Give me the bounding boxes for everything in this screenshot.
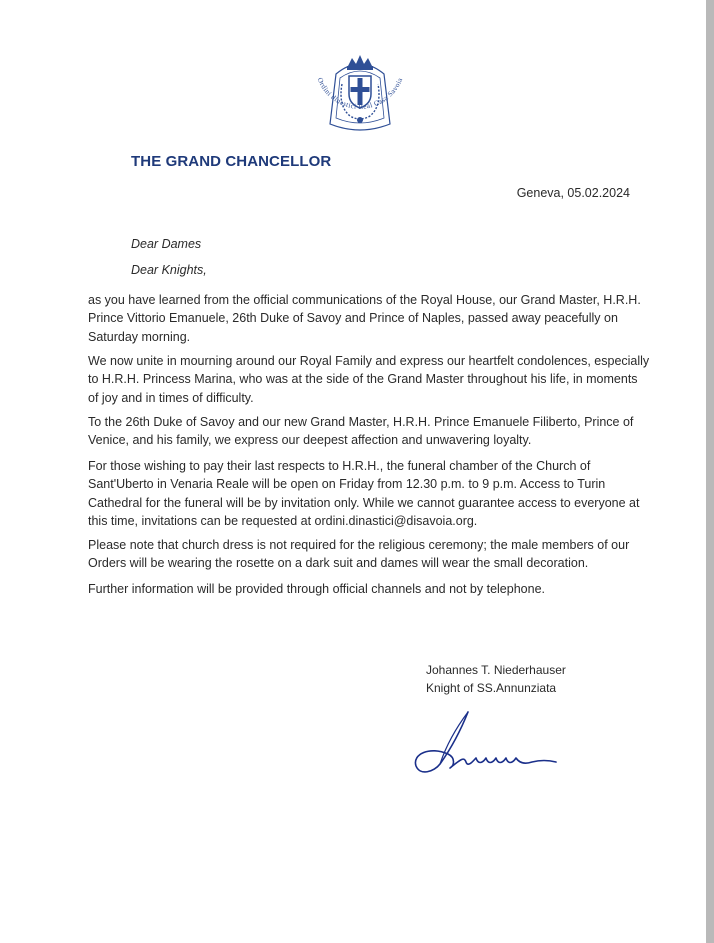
body-paragraph bbox=[88, 352, 650, 407]
paragraph-line: as you have learned from the official communications of the Royal House, our Grand Master, H.R.H. bbox=[88, 293, 641, 307]
letter-heading: THE GRAND CHANCELLOR bbox=[131, 153, 332, 170]
body-paragraph bbox=[88, 291, 644, 346]
paragraph-line: For those wishing to pay their last respects to H.R.H., the funeral chamber of the Church of bbox=[88, 459, 591, 473]
salutation-dames: Dear Dames bbox=[131, 237, 202, 251]
paragraph-line: of joy and in times of difficulty. bbox=[88, 390, 254, 405]
body-paragraph bbox=[88, 580, 644, 598]
paragraph-line: Cathedral for the funeral will be by invitation only. While we cannot guarantee access to everyone at bbox=[88, 495, 640, 510]
signer-name: Johannes T. Niederhauser bbox=[426, 663, 566, 677]
signer-block bbox=[426, 661, 566, 697]
handwritten-signature bbox=[410, 706, 570, 786]
paragraph-line: To the 26th Duke of Savoy and our new Grand Master, H.R.H. Prince Emanuele Filiberto, Prince of bbox=[88, 415, 634, 429]
savoy-crest-icon bbox=[306, 44, 414, 152]
paragraph-line: this time, invitations can be requested at ordini.dinastici@disavoia.org. bbox=[88, 514, 478, 529]
paragraph-line: Orders will be wearing the rosette on a dark suit and dames will wear the small decoration. bbox=[88, 556, 589, 571]
letter-dateline: Geneva, 05.02.2024 bbox=[516, 186, 630, 200]
signer-title: Knight of SS.Annunziata bbox=[426, 681, 557, 695]
paragraph-line: We now unite in mourning around our Royal Family and express our heartfelt condolences, especially bbox=[88, 354, 650, 368]
salutation-knights: Dear Knights, bbox=[131, 263, 207, 277]
crest-motto: Ordini dinastici Real Casa Savoia bbox=[315, 76, 405, 111]
paragraph-line: Venice, and his family, we express our deepest affection and unwavering loyalty. bbox=[88, 433, 532, 448]
paragraph-line: Sant'Uberto in Venaria Reale will be open on Friday from 12.30 p.m. to 9 p.m. Access to Turin bbox=[88, 477, 606, 492]
body-paragraph bbox=[88, 536, 644, 573]
paragraph-line: Please note that church dress is not required for the religious ceremony; the male members of our bbox=[88, 538, 630, 552]
paragraph-line: to H.R.H. Princess Marina, who was at the side of the Grand Master throughout his life, in moments bbox=[88, 372, 638, 387]
paragraph-line: Further information will be provided through official channels and not by telephone. bbox=[88, 582, 545, 596]
paragraph-line: Saturday morning. bbox=[88, 329, 191, 344]
body-paragraph bbox=[88, 457, 644, 531]
body-paragraph bbox=[88, 413, 644, 450]
paragraph-line: Prince Vittorio Emanuele, 26th Duke of Savoy and Prince of Naples, passed away peacefully on bbox=[88, 311, 618, 326]
